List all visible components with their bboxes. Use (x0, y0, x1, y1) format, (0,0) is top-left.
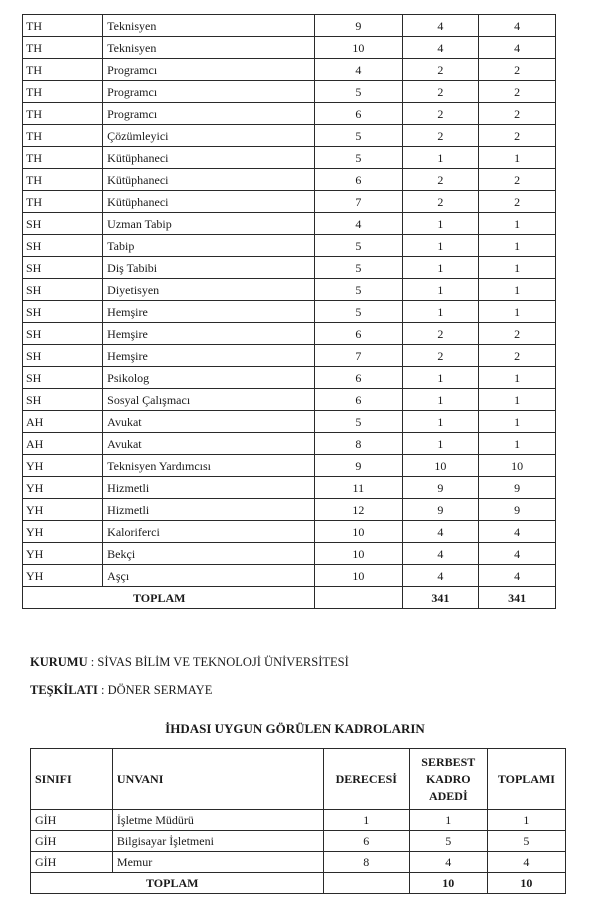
cell-unvani: Hizmetli (103, 477, 315, 499)
section-heading: İHDASI UYGUN GÖRÜLEN KADROLARIN (165, 721, 425, 736)
cell-derecesi: 9 (315, 15, 402, 37)
cell-derecesi: 5 (315, 301, 402, 323)
cell-sinifi: YH (23, 521, 103, 543)
cell-derecesi: 11 (315, 477, 402, 499)
cell-serbest-kadro-adedi: 4 (402, 543, 479, 565)
teskilati-label: TEŞKİLATI (30, 683, 98, 697)
cell-unvani: Teknisyen Yardımcısı (103, 455, 315, 477)
cell-toplami: 1 (487, 810, 565, 831)
cell-derecesi: 6 (315, 103, 402, 125)
cell-unvani: Avukat (103, 411, 315, 433)
cell-serbest-kadro-adedi: 4 (402, 521, 479, 543)
table-row (23, 477, 556, 499)
cell-serbest-kadro-adedi: 2 (402, 323, 479, 345)
cell-derecesi: 5 (315, 279, 402, 301)
cell-derecesi: 10 (315, 521, 402, 543)
cell-sinifi: GİH (31, 831, 113, 852)
cell-serbest-kadro-adedi: 4 (402, 565, 479, 587)
table-row (23, 191, 556, 213)
cell-derecesi: 10 (315, 543, 402, 565)
cell-derecesi: 6 (323, 831, 409, 852)
cell-derecesi: 6 (315, 389, 402, 411)
cell-unvani: Hizmetli (103, 499, 315, 521)
total-serbest: 10 (409, 873, 487, 894)
cell-toplami: 2 (479, 345, 556, 367)
table-row (23, 147, 556, 169)
table-row (23, 367, 556, 389)
header-unvani: UNVANI (112, 749, 323, 810)
header-toplami: TOPLAMI (487, 749, 565, 810)
cell-derecesi: 5 (315, 81, 402, 103)
cell-derecesi: 7 (315, 191, 402, 213)
table-row (23, 235, 556, 257)
kadro-table-body (23, 15, 556, 609)
cell-sinifi: GİH (31, 852, 113, 873)
cell-derecesi: 5 (315, 411, 402, 433)
header-serbest-line2: KADRO (425, 771, 471, 786)
cell-toplami: 1 (479, 389, 556, 411)
cell-sinifi: TH (23, 103, 103, 125)
kurumu-label: KURUMU (30, 655, 88, 669)
header-serbest-kadro-adedi (409, 749, 487, 810)
cell-derecesi: 9 (315, 455, 402, 477)
cell-unvani: Aşçı (103, 565, 315, 587)
cell-unvani: Programcı (103, 59, 315, 81)
cell-sinifi: TH (23, 59, 103, 81)
cell-derecesi: 10 (315, 37, 402, 59)
cell-toplami: 4 (479, 15, 556, 37)
cell-unvani: Bilgisayar İşletmeni (112, 831, 323, 852)
cell-toplami: 2 (479, 323, 556, 345)
cell-serbest-kadro-adedi: 1 (402, 235, 479, 257)
cell-toplami: 2 (479, 191, 556, 213)
ihdas-header-row (31, 749, 566, 810)
cell-unvani: Teknisyen (103, 15, 315, 37)
cell-unvani: Tabip (103, 235, 315, 257)
cell-serbest-kadro-adedi: 1 (402, 411, 479, 433)
cell-derecesi: 8 (315, 433, 402, 455)
cell-toplami: 4 (479, 521, 556, 543)
ihdas-table (30, 748, 566, 894)
total-empty-cell (315, 587, 402, 609)
cell-sinifi: YH (23, 477, 103, 499)
cell-unvani: Hemşire (103, 301, 315, 323)
cell-toplami: 5 (487, 831, 565, 852)
cell-sinifi: SH (23, 235, 103, 257)
cell-unvani: Uzman Tabip (103, 213, 315, 235)
cell-serbest-kadro-adedi: 1 (402, 433, 479, 455)
cell-unvani: Teknisyen (103, 37, 315, 59)
header-derecesi: DERECESİ (323, 749, 409, 810)
cell-toplami: 9 (479, 499, 556, 521)
table-row (23, 543, 556, 565)
cell-unvani: Diyetisyen (103, 279, 315, 301)
table-row (23, 169, 556, 191)
cell-serbest-kadro-adedi: 2 (402, 103, 479, 125)
cell-serbest-kadro-adedi: 1 (402, 279, 479, 301)
cell-unvani: Memur (112, 852, 323, 873)
cell-unvani: Kütüphaneci (103, 191, 315, 213)
cell-sinifi: SH (23, 279, 103, 301)
cell-unvani: Avukat (103, 433, 315, 455)
table-row (23, 103, 556, 125)
cell-sinifi: YH (23, 455, 103, 477)
cell-derecesi: 1 (323, 810, 409, 831)
cell-serbest-kadro-adedi: 1 (402, 367, 479, 389)
table-row (23, 565, 556, 587)
cell-derecesi: 12 (315, 499, 402, 521)
cell-sinifi: SH (23, 345, 103, 367)
teskilati-value: : DÖNER SERMAYE (100, 683, 213, 697)
kurumu-line (30, 655, 349, 670)
cell-serbest-kadro-adedi: 2 (402, 59, 479, 81)
cell-serbest-kadro-adedi: 1 (402, 389, 479, 411)
cell-unvani: Psikolog (103, 367, 315, 389)
table-row (23, 59, 556, 81)
cell-derecesi: 5 (315, 125, 402, 147)
cell-unvani: Diş Tabibi (103, 257, 315, 279)
cell-unvani: Çözümleyici (103, 125, 315, 147)
cell-unvani: Kaloriferci (103, 521, 315, 543)
cell-sinifi: YH (23, 499, 103, 521)
table-row (23, 323, 556, 345)
cell-derecesi: 6 (315, 367, 402, 389)
cell-serbest-kadro-adedi: 1 (402, 257, 479, 279)
cell-toplami: 4 (479, 543, 556, 565)
cell-sinifi: AH (23, 411, 103, 433)
ihdas-table-body (31, 810, 566, 894)
cell-derecesi: 4 (315, 59, 402, 81)
cell-unvani: Programcı (103, 103, 315, 125)
cell-serbest-kadro-adedi: 1 (409, 810, 487, 831)
cell-sinifi: SH (23, 367, 103, 389)
kadro-table (22, 14, 556, 609)
cell-unvani: Kütüphaneci (103, 147, 315, 169)
cell-serbest-kadro-adedi: 2 (402, 125, 479, 147)
total-empty-cell (323, 873, 409, 894)
table-row (23, 499, 556, 521)
cell-unvani: Kütüphaneci (103, 169, 315, 191)
table-row (23, 257, 556, 279)
cell-sinifi: YH (23, 565, 103, 587)
cell-serbest-kadro-adedi: 1 (402, 301, 479, 323)
cell-sinifi: YH (23, 543, 103, 565)
cell-serbest-kadro-adedi: 2 (402, 169, 479, 191)
cell-serbest-kadro-adedi: 9 (402, 477, 479, 499)
cell-sinifi: TH (23, 147, 103, 169)
cell-sinifi: TH (23, 125, 103, 147)
table-row (23, 301, 556, 323)
cell-derecesi: 8 (323, 852, 409, 873)
cell-toplami: 2 (479, 169, 556, 191)
cell-derecesi: 5 (315, 235, 402, 257)
cell-serbest-kadro-adedi: 4 (402, 15, 479, 37)
table-row (31, 831, 566, 852)
cell-serbest-kadro-adedi: 2 (402, 191, 479, 213)
cell-toplami: 1 (479, 433, 556, 455)
cell-serbest-kadro-adedi: 4 (402, 37, 479, 59)
kurumu-value: : SİVAS BİLİM VE TEKNOLOJİ ÜNİVERSİTESİ (90, 655, 349, 669)
cell-toplami: 4 (479, 565, 556, 587)
cell-toplami: 1 (479, 301, 556, 323)
cell-derecesi: 6 (315, 323, 402, 345)
cell-toplami: 1 (479, 411, 556, 433)
total-toplam: 10 (487, 873, 565, 894)
cell-toplami: 1 (479, 279, 556, 301)
cell-derecesi: 4 (315, 213, 402, 235)
total-toplam: 341 (479, 587, 556, 609)
cell-serbest-kadro-adedi: 4 (409, 852, 487, 873)
total-label: TOPLAM (23, 587, 315, 609)
cell-unvani: Bekçi (103, 543, 315, 565)
cell-derecesi: 6 (315, 169, 402, 191)
header-sinifi: SINIFI (31, 749, 113, 810)
cell-toplami: 1 (479, 367, 556, 389)
cell-toplami: 10 (479, 455, 556, 477)
table-row (23, 433, 556, 455)
cell-toplami: 2 (479, 125, 556, 147)
table-row (23, 411, 556, 433)
header-serbest-line3: ADEDİ (428, 788, 468, 803)
table-row (31, 810, 566, 831)
table-row (23, 125, 556, 147)
cell-unvani: Hemşire (103, 323, 315, 345)
cell-toplami: 2 (479, 59, 556, 81)
cell-serbest-kadro-adedi: 1 (402, 213, 479, 235)
cell-toplami: 1 (479, 213, 556, 235)
table-row (23, 213, 556, 235)
cell-toplami: 9 (479, 477, 556, 499)
total-row (23, 587, 556, 609)
cell-derecesi: 10 (315, 565, 402, 587)
cell-toplami: 4 (487, 852, 565, 873)
table-row (23, 521, 556, 543)
total-serbest: 341 (402, 587, 479, 609)
table-row (23, 37, 556, 59)
table-row (23, 15, 556, 37)
cell-sinifi: SH (23, 213, 103, 235)
cell-serbest-kadro-adedi: 2 (402, 81, 479, 103)
cell-toplami: 1 (479, 147, 556, 169)
cell-sinifi: TH (23, 81, 103, 103)
cell-sinifi: TH (23, 15, 103, 37)
cell-toplami: 4 (479, 37, 556, 59)
cell-sinifi: TH (23, 169, 103, 191)
cell-serbest-kadro-adedi: 5 (409, 831, 487, 852)
cell-unvani: Sosyal Çalışmacı (103, 389, 315, 411)
teskilati-line (30, 683, 212, 698)
table-row (23, 81, 556, 103)
cell-unvani: Programcı (103, 81, 315, 103)
cell-sinifi: TH (23, 191, 103, 213)
cell-serbest-kadro-adedi: 9 (402, 499, 479, 521)
cell-serbest-kadro-adedi: 10 (402, 455, 479, 477)
table-row (31, 852, 566, 873)
cell-toplami: 1 (479, 257, 556, 279)
cell-unvani: İşletme Müdürü (112, 810, 323, 831)
cell-sinifi: GİH (31, 810, 113, 831)
total-row (31, 873, 566, 894)
cell-sinifi: SH (23, 389, 103, 411)
cell-sinifi: TH (23, 37, 103, 59)
cell-sinifi: SH (23, 301, 103, 323)
cell-toplami: 2 (479, 81, 556, 103)
total-label: TOPLAM (31, 873, 324, 894)
cell-toplami: 2 (479, 103, 556, 125)
table-row (23, 279, 556, 301)
cell-serbest-kadro-adedi: 2 (402, 345, 479, 367)
cell-derecesi: 7 (315, 345, 402, 367)
header-serbest-line1: SERBEST (421, 754, 476, 769)
cell-sinifi: SH (23, 323, 103, 345)
cell-unvani: Hemşire (103, 345, 315, 367)
cell-derecesi: 5 (315, 257, 402, 279)
table-row (23, 345, 556, 367)
cell-serbest-kadro-adedi: 1 (402, 147, 479, 169)
cell-sinifi: SH (23, 257, 103, 279)
cell-derecesi: 5 (315, 147, 402, 169)
table-row (23, 455, 556, 477)
table-row (23, 389, 556, 411)
cell-sinifi: AH (23, 433, 103, 455)
cell-toplami: 1 (479, 235, 556, 257)
